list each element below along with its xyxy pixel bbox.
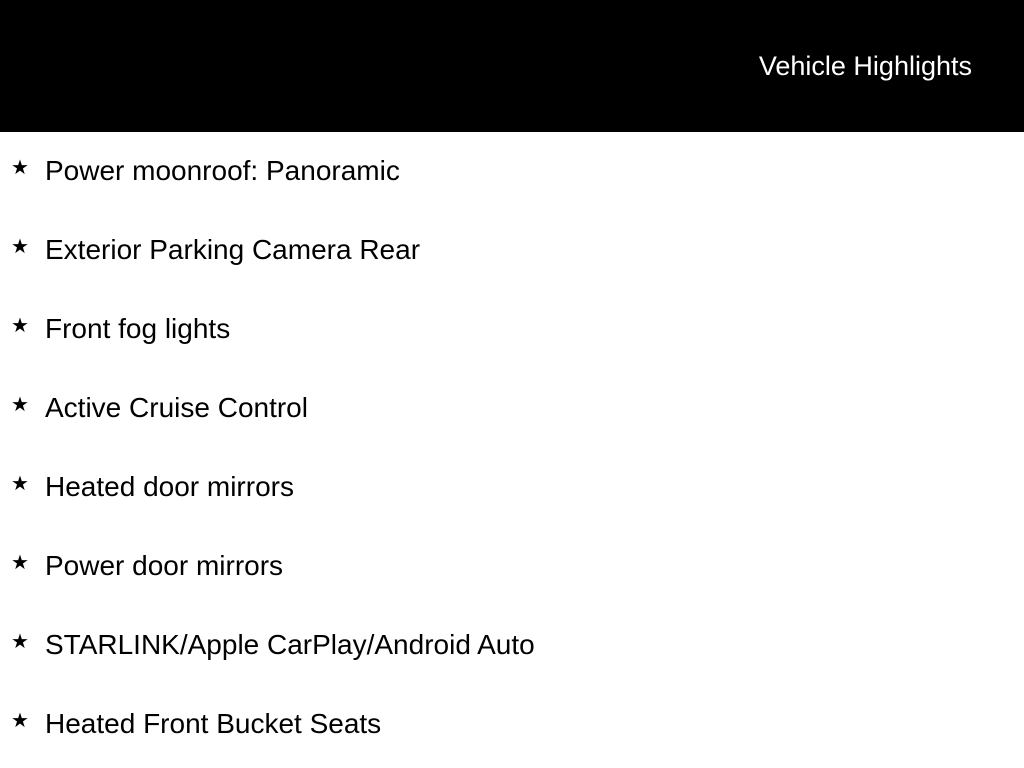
list-item	[0, 606, 1024, 685]
star-icon: ★	[11, 157, 29, 179]
highlight-label: Front fog lights	[45, 313, 231, 344]
highlight-label: Heated Front Bucket Seats	[45, 708, 382, 739]
star-icon: ★	[11, 552, 29, 574]
star-icon: ★	[11, 473, 29, 495]
list-item	[0, 448, 1024, 527]
page-title: Vehicle Highlights	[758, 51, 972, 81]
star-icon: ★	[11, 631, 29, 653]
vehicle-highlights-list	[0, 132, 1024, 764]
list-item	[0, 290, 1024, 369]
highlight-label: STARLINK/Apple CarPlay/Android Auto	[45, 629, 535, 660]
list-item	[0, 211, 1024, 290]
highlight-label: Exterior Parking Camera Rear	[45, 234, 421, 265]
star-icon: ★	[11, 394, 29, 416]
highlight-label: Power moonroof: Panoramic	[45, 155, 400, 186]
star-icon: ★	[11, 315, 29, 337]
list-item	[0, 369, 1024, 448]
star-icon: ★	[11, 710, 29, 732]
list-item	[0, 527, 1024, 606]
highlight-label: Power door mirrors	[45, 550, 284, 581]
highlight-label: Active Cruise Control	[45, 392, 308, 423]
highlight-label: Heated door mirrors	[45, 471, 294, 502]
star-icon: ★	[11, 236, 29, 258]
header-banner	[0, 0, 1024, 132]
list-item	[0, 685, 1024, 764]
list-item	[0, 132, 1024, 211]
